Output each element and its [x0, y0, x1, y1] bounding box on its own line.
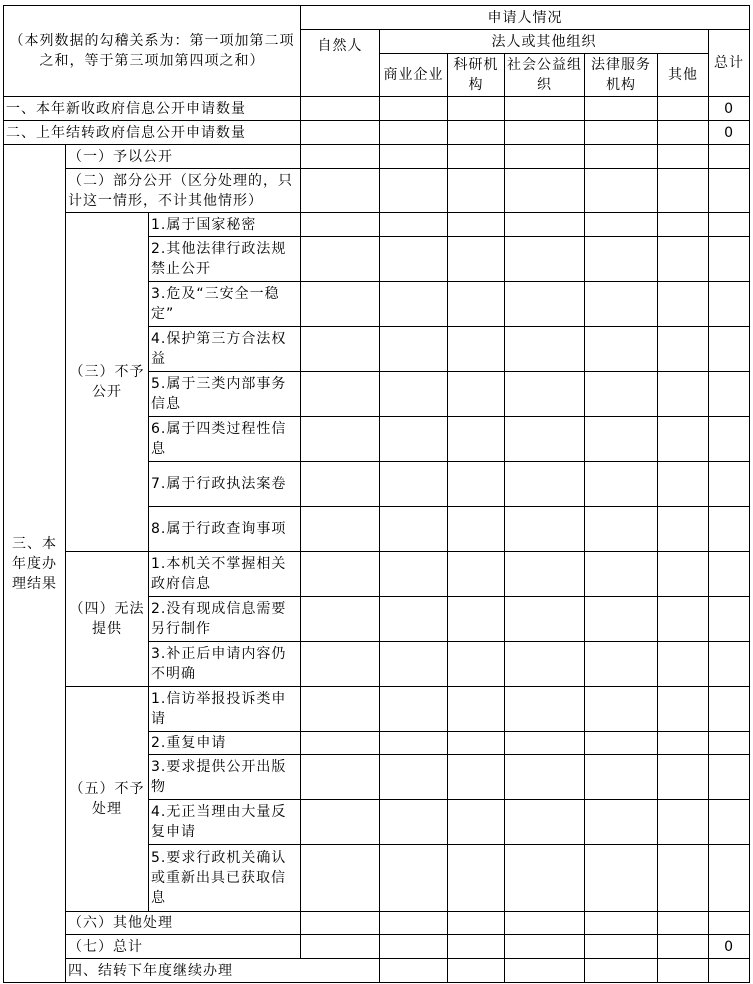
total-header: 总计 [709, 30, 750, 97]
item-label: 1.信访举报投诉类申请 [149, 687, 301, 732]
empty-cell [505, 845, 585, 912]
empty-cell [448, 687, 505, 732]
empty-cell [585, 97, 658, 121]
empty-cell [505, 687, 585, 732]
empty-cell [505, 912, 585, 935]
empty-cell [585, 213, 658, 237]
empty-cell [380, 959, 448, 983]
empty-cell [658, 169, 709, 213]
empty-cell [301, 97, 380, 121]
empty-cell [380, 169, 448, 213]
empty-cell [658, 732, 709, 755]
empty-cell [658, 935, 709, 959]
empty-cell [448, 642, 505, 687]
empty-cell [585, 642, 658, 687]
empty-cell [301, 372, 380, 417]
empty-cell [505, 800, 585, 845]
group-label-withheld: （三）不予公开 [66, 213, 149, 552]
org-research-header: 科研机构 [448, 54, 505, 97]
group-label-unavailable: （四）无法提供 [66, 552, 149, 687]
empty-cell [585, 327, 658, 372]
empty-cell [709, 213, 750, 237]
table-row [4, 213, 750, 237]
row-label: 一、本年新收政府信息公开申请数量 [4, 97, 301, 121]
empty-cell [380, 642, 448, 687]
empty-cell [380, 935, 448, 959]
empty-cell [709, 845, 750, 912]
item-label: 8.属于行政查询事项 [149, 507, 301, 552]
item-label: 6.属于四类过程性信息 [149, 417, 301, 462]
empty-cell [658, 755, 709, 800]
empty-cell [709, 237, 750, 282]
empty-cell [505, 282, 585, 327]
empty-cell [709, 687, 750, 732]
item-label: 5.属于三类内部事务信息 [149, 372, 301, 417]
total-value: 0 [709, 121, 750, 145]
item-label: 5.要求行政机关确认或重新出具已获取信息 [149, 845, 301, 912]
empty-cell [448, 282, 505, 327]
empty-cell [448, 97, 505, 121]
empty-cell [658, 507, 709, 552]
empty-cell [585, 755, 658, 800]
empty-cell [380, 912, 448, 935]
empty-cell [709, 959, 750, 983]
empty-cell [301, 462, 380, 507]
empty-cell [505, 145, 585, 169]
empty-cell [380, 597, 448, 642]
empty-cell [301, 732, 380, 755]
empty-cell [380, 327, 448, 372]
empty-cell [505, 237, 585, 282]
empty-cell [380, 755, 448, 800]
empty-cell [505, 169, 585, 213]
empty-cell [301, 237, 380, 282]
empty-cell [448, 912, 505, 935]
empty-cell [380, 462, 448, 507]
total-value: 0 [709, 97, 750, 121]
empty-cell [658, 800, 709, 845]
table-row-subtotal [4, 935, 750, 959]
table-row [4, 552, 750, 597]
row-label: （七）总计 [66, 935, 301, 959]
empty-cell [448, 145, 505, 169]
total-value: 0 [709, 935, 750, 959]
row-label: （二）部分公开（区分处理的，只计这一情形，不计其他情形） [66, 169, 301, 213]
empty-cell [301, 687, 380, 732]
org-commercial-header: 商业企业 [380, 54, 448, 97]
empty-cell [585, 912, 658, 935]
empty-cell [505, 642, 585, 687]
table-row-carried-requests [4, 121, 750, 145]
empty-cell [448, 169, 505, 213]
empty-cell [448, 732, 505, 755]
empty-cell [448, 462, 505, 507]
empty-cell [301, 552, 380, 597]
empty-cell [585, 145, 658, 169]
section3-label: 三、本年度办理结果 [4, 145, 66, 983]
empty-cell [301, 755, 380, 800]
item-label: 3.要求提供公开出版物 [149, 755, 301, 800]
empty-cell [301, 935, 380, 959]
empty-cell [585, 552, 658, 597]
empty-cell [301, 507, 380, 552]
note-cell: （本列数据的勾稽关系为：第一项加第二项之和，等于第三项加第四项之和） [4, 6, 301, 97]
empty-cell [448, 935, 505, 959]
empty-cell [658, 213, 709, 237]
empty-cell [505, 417, 585, 462]
empty-cell [301, 145, 380, 169]
empty-cell [505, 372, 585, 417]
empty-cell [585, 800, 658, 845]
empty-cell [658, 121, 709, 145]
empty-cell [709, 597, 750, 642]
empty-cell [380, 732, 448, 755]
empty-cell [658, 237, 709, 282]
empty-cell [380, 507, 448, 552]
empty-cell [380, 800, 448, 845]
empty-cell [585, 237, 658, 282]
table-row [4, 687, 750, 732]
table-row-carry-forward [4, 959, 750, 983]
empty-cell [448, 213, 505, 237]
empty-cell [658, 845, 709, 912]
empty-cell [585, 687, 658, 732]
empty-cell [380, 97, 448, 121]
empty-cell [709, 462, 750, 507]
table-row-new-requests [4, 97, 750, 121]
empty-cell [709, 327, 750, 372]
empty-cell [709, 732, 750, 755]
empty-cell [301, 912, 380, 935]
empty-cell [658, 327, 709, 372]
empty-cell [448, 597, 505, 642]
header-row-1 [4, 6, 750, 30]
empty-cell [585, 507, 658, 552]
empty-cell [380, 145, 448, 169]
empty-cell [505, 213, 585, 237]
disclosure-statistics-table [3, 5, 750, 983]
empty-cell [709, 145, 750, 169]
empty-cell [301, 642, 380, 687]
row-label: 二、上年结转政府信息公开申请数量 [4, 121, 301, 145]
empty-cell [505, 507, 585, 552]
empty-cell [448, 755, 505, 800]
empty-cell [585, 959, 658, 983]
empty-cell [301, 121, 380, 145]
org-public-welfare-header: 社会公益组织 [505, 54, 585, 97]
natural-person-header: 自然人 [301, 30, 380, 97]
empty-cell [585, 732, 658, 755]
empty-cell [658, 417, 709, 462]
org-legal-service-header: 法律服务机构 [585, 54, 658, 97]
empty-cell [301, 169, 380, 213]
empty-cell [380, 282, 448, 327]
empty-cell [709, 417, 750, 462]
empty-cell [709, 169, 750, 213]
row-label: （一）予以公开 [66, 145, 301, 169]
row-label: （六）其他处理 [66, 912, 301, 935]
empty-cell [380, 687, 448, 732]
empty-cell [505, 959, 585, 983]
empty-cell [448, 327, 505, 372]
empty-cell [658, 642, 709, 687]
empty-cell [585, 121, 658, 145]
empty-cell [380, 237, 448, 282]
empty-cell [301, 597, 380, 642]
empty-cell [301, 417, 380, 462]
item-label: 2.重复申请 [149, 732, 301, 755]
item-label: 3.危及“三安全一稳定” [149, 282, 301, 327]
item-label: 1.本机关不掌握相关政府信息 [149, 552, 301, 597]
empty-cell [709, 372, 750, 417]
empty-cell [658, 959, 709, 983]
empty-cell [658, 552, 709, 597]
empty-cell [448, 845, 505, 912]
item-label: 7.属于行政执法案卷 [149, 462, 301, 507]
empty-cell [380, 213, 448, 237]
row-label: 四、结转下年度继续办理 [66, 959, 380, 983]
table-row-other [4, 912, 750, 935]
empty-cell [448, 121, 505, 145]
empty-cell [505, 732, 585, 755]
empty-cell [585, 597, 658, 642]
empty-cell [380, 417, 448, 462]
empty-cell [585, 169, 658, 213]
empty-cell [448, 417, 505, 462]
empty-cell [709, 755, 750, 800]
empty-cell [448, 552, 505, 597]
empty-cell [301, 327, 380, 372]
empty-cell [380, 121, 448, 145]
org-other-header: 其他 [658, 54, 709, 97]
empty-cell [448, 372, 505, 417]
empty-cell [380, 552, 448, 597]
empty-cell [658, 145, 709, 169]
table-row-partial [4, 169, 750, 213]
empty-cell [585, 845, 658, 912]
item-label: 2.其他法律行政法规禁止公开 [149, 237, 301, 282]
applicant-situation-header: 申请人情况 [301, 6, 750, 30]
empty-cell [448, 507, 505, 552]
empty-cell [505, 327, 585, 372]
empty-cell [505, 597, 585, 642]
empty-cell [585, 417, 658, 462]
empty-cell [448, 237, 505, 282]
empty-cell [658, 597, 709, 642]
empty-cell [301, 213, 380, 237]
empty-cell [505, 121, 585, 145]
empty-cell [301, 282, 380, 327]
empty-cell [301, 845, 380, 912]
empty-cell [658, 687, 709, 732]
item-label: 2.没有现成信息需要另行制作 [149, 597, 301, 642]
empty-cell [448, 959, 505, 983]
empty-cell [658, 372, 709, 417]
empty-cell [585, 282, 658, 327]
item-label: 3.补正后申请内容仍不明确 [149, 642, 301, 687]
empty-cell [505, 935, 585, 959]
empty-cell [658, 912, 709, 935]
empty-cell [658, 462, 709, 507]
empty-cell [585, 935, 658, 959]
empty-cell [709, 507, 750, 552]
empty-cell [709, 912, 750, 935]
empty-cell [585, 462, 658, 507]
empty-cell [658, 97, 709, 121]
empty-cell [709, 282, 750, 327]
empty-cell [505, 755, 585, 800]
empty-cell [448, 800, 505, 845]
empty-cell [658, 282, 709, 327]
table-row-disclosed [4, 145, 750, 169]
empty-cell [380, 845, 448, 912]
empty-cell [709, 552, 750, 597]
empty-cell [709, 642, 750, 687]
group-label-not-processed: （五）不予处理 [66, 687, 149, 912]
item-label: 4.无正当理由大量反复申请 [149, 800, 301, 845]
item-label: 1.属于国家秘密 [149, 213, 301, 237]
empty-cell [505, 462, 585, 507]
empty-cell [301, 800, 380, 845]
item-label: 4.保护第三方合法权益 [149, 327, 301, 372]
empty-cell [505, 97, 585, 121]
empty-cell [709, 800, 750, 845]
empty-cell [585, 372, 658, 417]
empty-cell [380, 372, 448, 417]
legal-person-group-header: 法人或其他组织 [380, 30, 709, 54]
empty-cell [505, 552, 585, 597]
